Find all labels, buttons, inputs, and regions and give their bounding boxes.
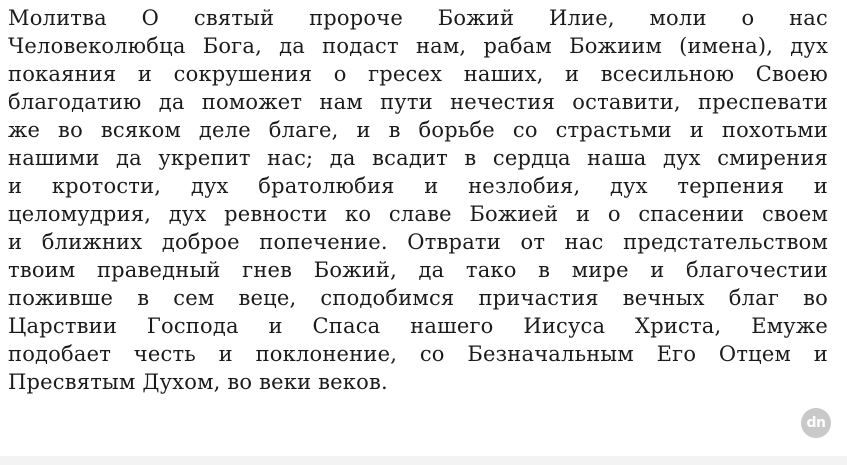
watermark-logo: dn	[801, 408, 831, 438]
prayer-line: и кротости, дух братолюбия и незлобия, дух терпения и	[8, 174, 828, 198]
prayer-line: твоим праведный гнев Божий, да тако в мире и благочестии	[8, 258, 828, 282]
prayer-line: благодатию да поможет нам пути нечестия оставити, преспевати	[8, 90, 828, 114]
prayer-line: же во всяком деле благе, и в борьбе со страстьми и похотьми	[8, 118, 828, 142]
prayer-line: поживше в сем веце, сподобимся причастия вечных благ во	[8, 286, 828, 310]
prayer-line: Молитва О святый пророче Божий Илие, моли о нас	[8, 6, 828, 30]
prayer-line: Пресвятым Духом, во веки веков.	[8, 370, 388, 394]
prayer-line: подобает честь и поклонение, со Безначальным Его Отцем и	[8, 342, 828, 366]
prayer-text	[8, 4, 828, 396]
prayer-line: Царствии Господа и Спаса нашего Иисуса Христа, Емуже	[8, 314, 828, 338]
bottom-divider	[0, 456, 847, 465]
prayer-line: Человеколюбца Бога, да подаст нам, рабам Божиим (имена), дух	[8, 34, 828, 58]
prayer-line: нашими да укрепит нас; да всадит в сердца наша дух смирения	[8, 146, 828, 170]
prayer-line: покаяния и сокрушения о гресех наших, и всесильною Своею	[8, 62, 828, 86]
prayer-line: целомудрия, дух ревности ко славе Божией и о спасении своем	[8, 202, 828, 226]
prayer-line: и ближних доброе попечение. Отврати от нас предстательством	[8, 230, 828, 254]
